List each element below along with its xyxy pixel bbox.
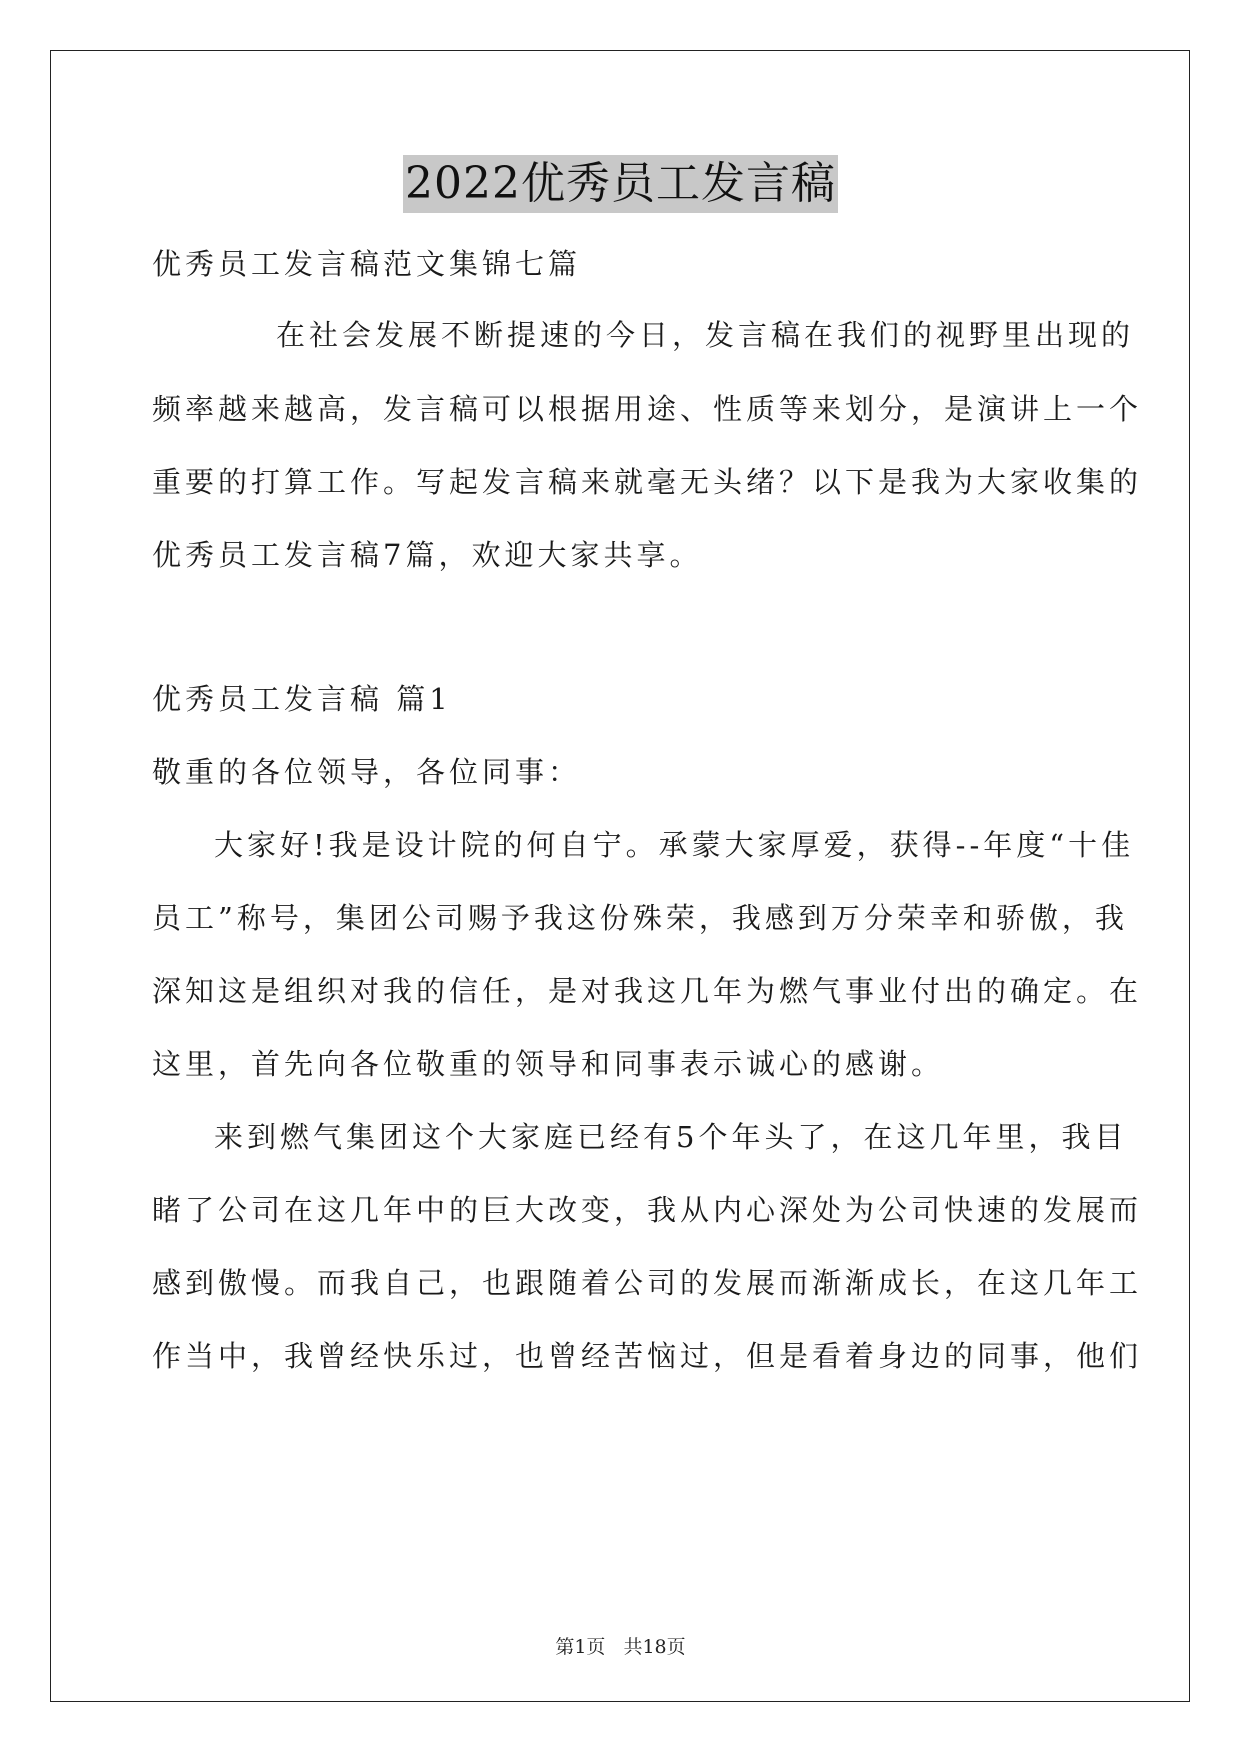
page-number: 第1页 <box>555 1636 606 1658</box>
document-title: 2022优秀员工发言稿 <box>403 155 838 213</box>
paragraph-line: 感到傲慢。而我自己，也跟随着公司的发展而渐渐成长，在这几年工 <box>152 1266 1143 1300</box>
intro-paragraph-line: 优秀员工发言稿7篇，欢迎大家共享。 <box>152 538 703 572</box>
paragraph-line: 来到燃气集团这个大家庭已经有5个年头了，在这几年里，我目 <box>214 1120 1128 1154</box>
intro-paragraph-line: 在社会发展不断提速的今日，发言稿在我们的视野里出现的 <box>276 318 1135 352</box>
paragraph-line: 睹了公司在这几年中的巨大改变，我从内心深处为公司快速的发展而 <box>152 1193 1143 1227</box>
page-total: 共18页 <box>623 1636 686 1658</box>
paragraph-line: 深知这是组织对我的信任，是对我这几年为燃气事业付出的确定。在 <box>152 974 1143 1008</box>
paragraph-line: 这里，首先向各位敬重的领导和同事表示诚心的感谢。 <box>152 1047 945 1081</box>
salutation-line: 敬重的各位领导，各位同事： <box>152 755 582 789</box>
paragraph-line: 员工”称号，集团公司赐予我这份殊荣，我感到万分荣幸和骄傲，我 <box>152 901 1128 935</box>
paragraph-line: 大家好!我是设计院的何自宁。承蒙大家厚爱，获得--年度“十佳 <box>214 828 1135 862</box>
intro-paragraph-line: 频率越来越高，发言稿可以根据用途、性质等来划分，是演讲上一个 <box>152 392 1143 426</box>
section-heading: 优秀员工发言稿 篇1 <box>152 682 452 716</box>
subtitle-line: 优秀员工发言稿范文集锦七篇 <box>152 247 582 281</box>
page-border <box>50 50 1190 1702</box>
title-container <box>0 155 1241 213</box>
paragraph-line: 作当中，我曾经快乐过，也曾经苦恼过，但是看着身边的同事，他们 <box>152 1339 1143 1373</box>
page-footer <box>0 1632 1241 1659</box>
intro-paragraph-line: 重要的打算工作。写起发言稿来就毫无头绪？以下是我为大家收集的 <box>152 465 1143 499</box>
